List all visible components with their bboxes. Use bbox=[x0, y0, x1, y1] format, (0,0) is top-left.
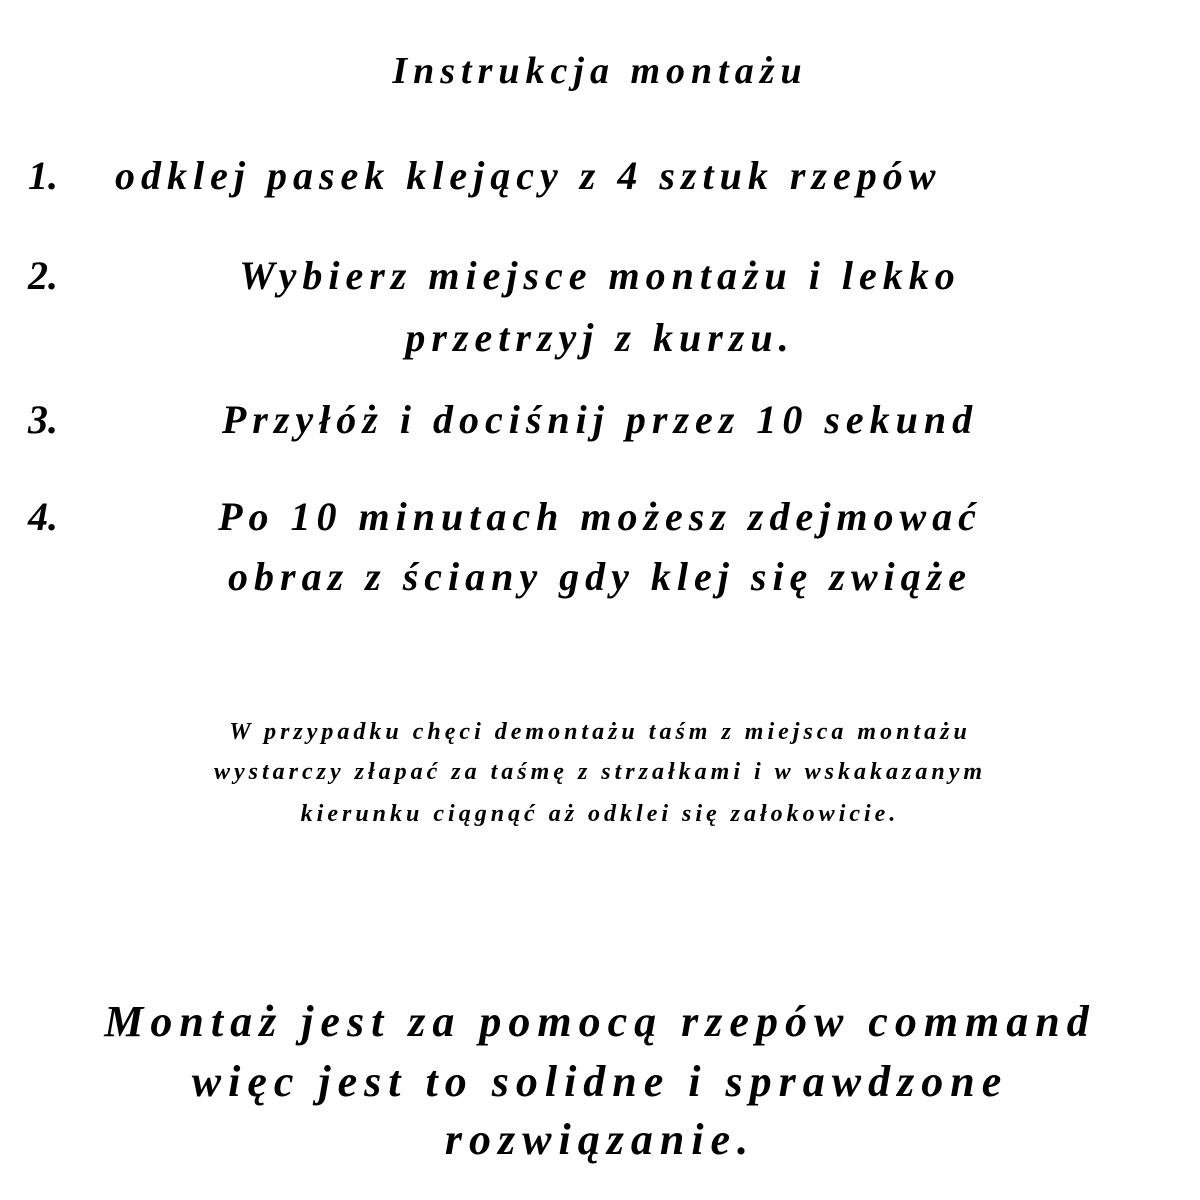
step-number-4: 4. bbox=[28, 494, 58, 539]
footer-line-1: Montaż jest za pomocą rzepów command bbox=[104, 997, 1096, 1046]
page-title: Instrukcja montażu bbox=[392, 50, 808, 92]
step-number-3: 3. bbox=[28, 397, 58, 442]
step-4-line-2: obraz z ściany gdy klej się zwiąże bbox=[228, 554, 972, 599]
note-line-2: wystarczy złapać za taśmę z strzałkami i w wskakazanym bbox=[213, 759, 987, 785]
footer-line-2: więc jest to solidne i sprawdzone bbox=[191, 1057, 1009, 1106]
footer-line-3: rozwiązanie. bbox=[444, 1115, 756, 1164]
step-3-text: Przyłóż i dociśnij przez 10 sekund bbox=[221, 397, 979, 442]
note-line-3: kierunku ciągnąć aż odklei się załokowicie. bbox=[300, 801, 900, 827]
step-2-line-2: przetrzyj z kurzu. bbox=[405, 315, 795, 360]
step-4-line-1: Po 10 minutach możesz zdejmować bbox=[218, 494, 982, 539]
step-number-1: 1. bbox=[28, 153, 58, 198]
step-2-line-1: Wybierz miejsce montażu i lekko bbox=[239, 253, 961, 298]
note-line-1: W przypadku chęci demontażu taśm z miejsca montażu bbox=[229, 719, 971, 745]
step-1-text: odklej pasek klejący z 4 sztuk rzepów bbox=[115, 153, 942, 198]
step-number-2: 2. bbox=[28, 253, 58, 298]
